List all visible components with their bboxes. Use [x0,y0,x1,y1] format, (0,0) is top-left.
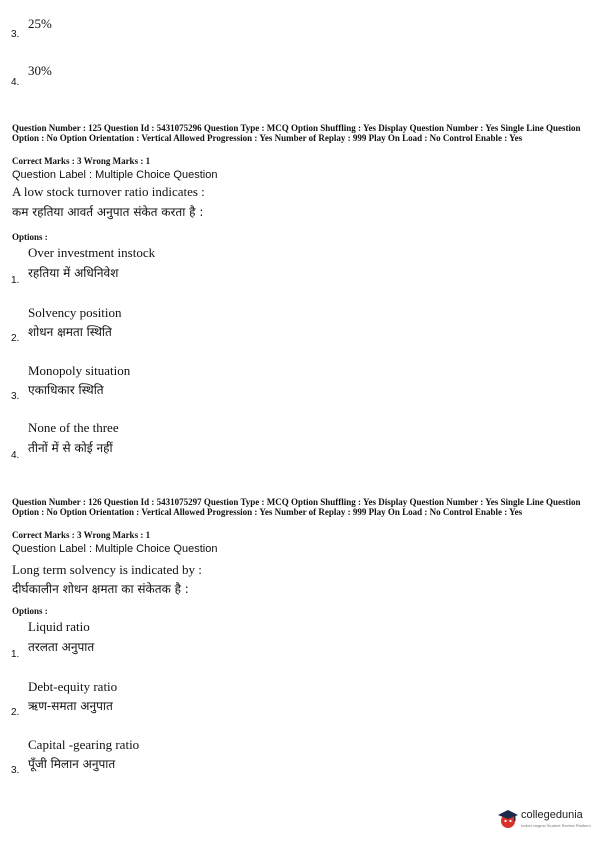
question-label: Question Label : Multiple Choice Question [12,543,218,555]
option-text-hi: शोधन क्षमता स्थिति [28,325,112,339]
brand-name: collegedunia [521,809,583,821]
option-number: 4. [11,450,20,461]
option-text-hi: एकाधिकार स्थिति [28,383,104,397]
option-number: 2. [11,707,20,718]
question-meta: Question Number : 125 Question Id : 5431075296 Question Type : MCQ Option Shuffling : Yes Display Question Number : Yes Single Line Question Option : No Option Orientation : Vertical Allowed Progression : Yes Number of Replay : 999 Play On Load : No Control Enable : Yes [12,123,581,143]
option-text-en: None of the three [28,420,119,435]
question-text-en: Long term solvency is indicated by : [12,562,202,577]
question-marks: Correct Marks : 3 Wrong Marks : 1 [12,156,151,166]
brand-watermark [497,806,591,834]
option-text-en: 25% [28,16,52,31]
option-number: 1. [11,275,20,286]
option-text-en: Over investment instock [28,245,156,260]
option-text-en: Solvency position [28,305,122,320]
option-number: 2. [11,333,20,344]
option-text-en: Debt-equity ratio [28,679,118,694]
option-text-hi: रहतिया में अधिनिवेश [28,266,119,280]
option-number: 3. [11,765,20,776]
graduate-cap-icon [497,808,519,830]
option-number: 4. [11,77,20,88]
question-label: Question Label : Multiple Choice Question [12,169,218,181]
option-number: 1. [11,649,20,660]
question-marks: Correct Marks : 3 Wrong Marks : 1 [12,530,151,540]
option-text-en: Capital -gearing ratio [28,737,140,752]
option-text-hi: तीनों में से कोई नहीं [28,441,113,455]
options-label: Options : [12,232,48,242]
option-number: 3. [11,391,20,402]
option-text-en: Monopoly situation [28,363,131,378]
option-text-en: Liquid ratio [28,619,90,634]
question-text-hi: दीर्घकालीन शोधन क्षमता का संकेतक है : [12,582,189,596]
options-label: Options : [12,606,48,616]
question-meta: Question Number : 126 Question Id : 5431075297 Question Type : MCQ Option Shuffling : Yes Display Question Number : Yes Single Line Question Option : No Option Orientation : Vertical Allowed Progression : Yes Number of Replay : 999 Play On Load : No Control Enable : Yes [12,497,581,517]
option-text-hi: तरलता अनुपात [28,640,95,654]
brand-tagline: India's largest Student Review Platform [521,823,591,828]
option-text-hi: पूँजी मिलान अनुपात [28,757,116,771]
option-text-hi: ऋण-समता अनुपात [28,699,113,713]
question-text-en: A low stock turnover ratio indicates : [12,184,205,199]
option-number: 3. [11,29,20,40]
option-text-en: 30% [28,63,52,78]
question-text-hi: कम रहतिया आवर्त अनुपात संकेत करता है : [12,205,204,219]
